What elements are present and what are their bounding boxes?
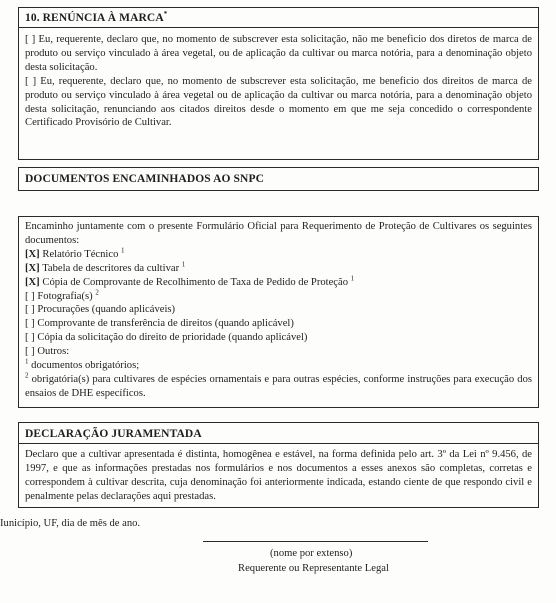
declaracao-section — [18, 422, 539, 508]
signature-role: Requerente ou Representante Legal — [238, 563, 389, 574]
footnote-1: $^1$ documentos obrigatórios; — [25, 357, 140, 372]
renuncia-title: 10. RENÚNCIA À MARCA* — [19, 8, 538, 28]
doc-item-procuracoes[interactable]: [ ] Procurações (quando aplicáveis) — [25, 304, 176, 316]
doc-item-relatorio[interactable]: [X] Relatório Técnico $^1$ — [25, 246, 125, 260]
renuncia-option-2[interactable]: [ ] Eu, requerente, declaro que, no momento de subscrever esta solicitação, me beneficio dos direitos de marca de produto ou serviço vinculado à área vegetal ou de aplicação da cultivar ou marca notória, para a denominação objeto desta solicitação, renunciando aos citados direitos desde o momento em que me seja concedido o correspondente Certificado Provisório de Cultivar. — [25, 75, 532, 129]
signature-name-hint: (nome por extenso) — [270, 548, 353, 559]
documentos-title: DOCUMENTOS ENCAMINHADOS AO SNPC — [25, 173, 264, 185]
doc-item-fotografias[interactable]: [ ] Fotografia(s) $^2$ — [25, 288, 99, 302]
documentos-header — [18, 167, 539, 191]
renuncia-section — [18, 7, 539, 160]
declaracao-title: DECLARAÇÃO JURAMENTADA — [19, 423, 538, 444]
signature-line[interactable] — [203, 541, 428, 542]
doc-item-outros[interactable]: [ ] Outros: — [25, 346, 70, 358]
doc-item-transferencia[interactable]: [ ] Comprovante de transferência de direitos (quando aplicável) — [25, 318, 294, 330]
documentos-list — [25, 248, 532, 359]
doc-item-prioridade[interactable]: [ ] Cópia da solicitação do direito de prioridade (quando aplicável) — [25, 332, 308, 344]
declaracao-text: Declaro que a cultivar apresentada é distinta, homogênea e estável, na forma definida pelo art. 3º da Lei nº 9.456, de 1997, e que as informações prestadas nos formulários e nos documentos a esses anexos são completas, corretas e correspondem à cultivar descrita, cuja denominação foi anteriormente indicada, estando ciente de que respondo civil e penalmente pelas declarações aqui prestadas. — [25, 449, 532, 502]
doc-item-comprovante-taxa[interactable]: [X] Cópia de Comprovante de Recolhimento de Taxa de Pedido de Proteção $^1$ — [25, 274, 355, 288]
doc-item-tabela[interactable]: [X] Tabela de descritores da cultivar $^1$ — [25, 260, 186, 274]
documentos-section — [18, 216, 539, 408]
renuncia-option-1[interactable]: [ ] Eu, requerente, declaro que, no momento de subscrever esta solicitação, não me beneficio dos diretos de marca de produto ou serviço vinculado à área vegetal, ou de aplicação da cultivar ou marca notória, para a denominação objeto desta solicitação. — [25, 34, 532, 73]
place-date: Iunicípio, UF, dia de mês de ano. — [0, 518, 141, 529]
footnote-2: $^2$ obrigatória(s) para cultivares de espécies ornamentais e para outras espécies, conforme instruções para execução dos ensaios de DHE específicos. — [25, 371, 532, 399]
documentos-intro: Encaminho juntamente com o presente Formulário Oficial para Requerimento de Proteção de Cultivares os seguintes documentos: — [25, 221, 532, 246]
